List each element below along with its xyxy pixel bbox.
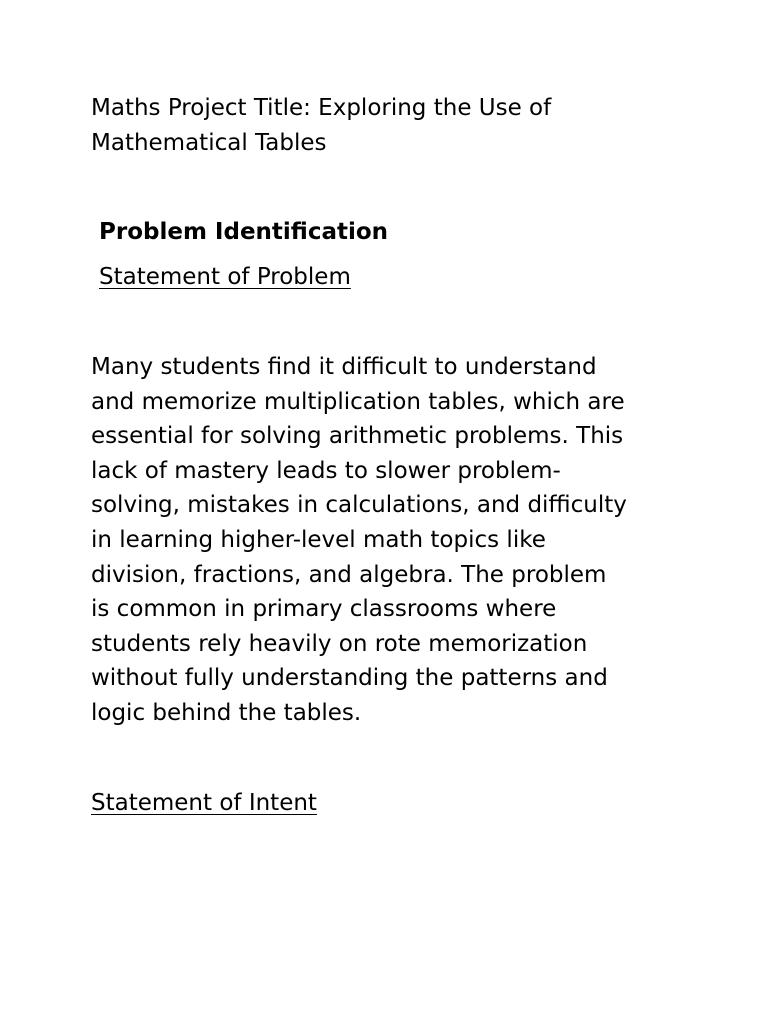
section-heading-problem-identification: Problem Identification bbox=[99, 219, 389, 245]
project-title: Maths Project Title: Exploring the Use of Mathematical Tables bbox=[91, 95, 552, 156]
statement-of-problem-paragraph: Many students find it difficult to understand and memorize multiplication tables, which are essential for solving arithmetic problems. This lack of mastery leads to slower problem- solving, mistakes in calculations, and difficulty in learning higher-level math topics like division, fractions, and algebra. The problem is common in primary classrooms where students rely heavily on rote memorization without fully understanding the patterns and logic behind the tables. bbox=[91, 354, 627, 726]
subheading-statement-of-problem: Statement of Problem bbox=[99, 264, 351, 290]
subheading-statement-of-intent: Statement of Intent bbox=[91, 790, 317, 816]
